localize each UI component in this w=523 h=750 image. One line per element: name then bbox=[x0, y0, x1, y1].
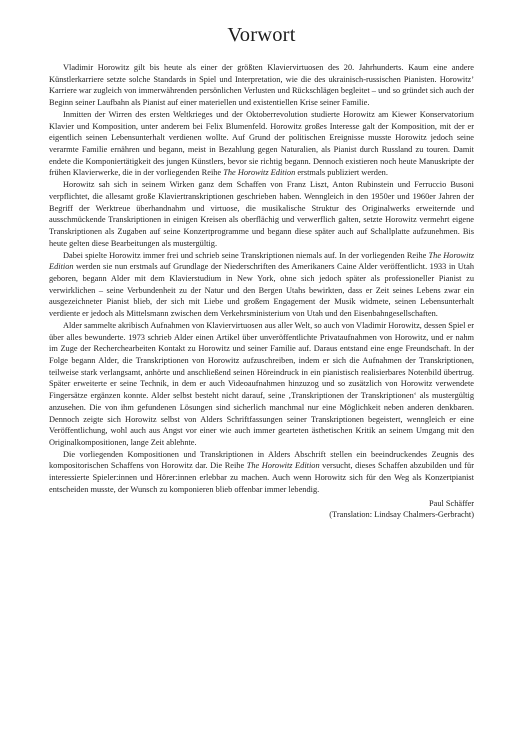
text-run: Die vorliegenden Kompositionen und Transkriptionen in Alders Abschrift stellen ein beeindruckendes Zeugnis des kompositorischen Schaffens von Horowitz dar. Die Reihe bbox=[49, 449, 474, 471]
text-run: werden sie nun erstmals auf Grundlage der Niederschriften des Amerikaners Caine Alder veröffentlicht. 1933 in Utah geboren, begann Alder mit dem Klavierstudium in New York, ohne sich jedoch später als professioneller Pianist zu verwirklichen – seine Verbundenheit zu der Natur und den Bergen Utahs bewirkten, dass er Zeit seines Lebens zwar ein ausgezeichneter Pianist blieb, der sich mit Liebe und großem Engagement der Musik widmete, seinen Lebensunterhalt verdiente er jedoch als Mittelsmann zwischen dem Verkehrsministerium von Utah und den Eisenbahngesellschaften. bbox=[49, 262, 474, 319]
paragraph bbox=[49, 320, 474, 449]
paragraph bbox=[49, 109, 474, 179]
paragraph bbox=[49, 250, 474, 320]
text-run: versucht, dieses Schaffen abzubilden und für interessierte Spieler:innen und Hörer:innen erlebbar zu machen. Auch wenn Horowitz sich für den Weg als Konzertpianist entscheiden musste, der Wunsch zu komponieren blieb offenbar immer lebendig. bbox=[49, 461, 474, 494]
series-title: The Horowitz Edition bbox=[223, 168, 296, 178]
text-run: Inmitten der Wirren des ersten Weltkrieges und der Oktoberrevolution studierte Horowitz am Kiewer Konservatorium Klavier und Komposition, unter anderem bei Felix Blumenfeld. Horowitz großes Interesse galt der Komposition, mit der er eigentlich seinen Lebensunterhalt verdienen wollte. Auf Grund der politischen Ereignisse musste Horowitz jedoch seine verarmte Familie ernähren und begann, meist in Bezahlung gegen Naturalien, als Pianist durch Russland zu touren. Damit endete die Komponiertätigkeit des jungen Künstlers, bevor sie richtig begann. Dennoch existieren noch heute Manuskripte der frühen Klavierwerke, die in der vorliegenden Reihe bbox=[49, 109, 474, 178]
text-run: Horowitz sah sich in seinem Wirken ganz dem Schaffen von Franz Liszt, Anton Rubinstein und Ferruccio Busoni verpflichtet, die allesamt große Klaviertranskriptionen geschrieben haben. Wenngleich in den 1950er und 1960er Jahren der Begriff der Werktreue überhandnahm und virtuose, die musikalische Struktur des Originalwerks erweiternde und ausschmückende Transkriptionen in einigen Kreisen als oberflächig und verwerflich galten, setzte Horowitz vermehrt eigene Transkriptionen als Zugaben auf seine Konzertprogramme und begann diese später auch auf Schallplatte aufzunehmen. Bis heute gelten diese Bearbeitungen als mustergültig. bbox=[49, 180, 474, 248]
paragraph bbox=[49, 449, 474, 496]
text-run: erstmals publiziert werden. bbox=[295, 168, 388, 178]
author-name: Paul Schäffer bbox=[428, 498, 474, 508]
text-run: Vladimir Horowitz gilt bis heute als einer der größten Klaviervirtuosen des 20. Jahrhunderts. Kaum eine andere Künstlerkarriere setzte solche Standards in Spiel und Interpretation, wie die des ukrainisch-russischen Pianisten. Horowitz’ Karriere war zugleich von immerwährenden persönlichen Verlusten und Rückschlägen begleitet – und so gründet sich auch der Beginn seiner Laufbahn als Pianist auf einer materiellen und existentiellen Krise seiner Familie. bbox=[49, 63, 474, 108]
page-title: Vorwort bbox=[227, 24, 296, 46]
text-run: Dabei spielte Horowitz immer frei und schrieb seine Transkriptionen niemals auf. In der vorliegenden Reihe bbox=[63, 250, 429, 260]
text-run: Alder sammelte akribisch Aufnahmen von Klaviervirtuosen aus aller Welt, so auch von Vladimir Horowitz, dessen Spiel er über alles bewunderte. 1973 schrieb Alder einen Artikel über unveröffentlichte Privataufnahmen von Horowitz, und er nahm im Zuge der Recherchearbeiten Kontakt zu Horowitz und seiner Familie auf. Daraus entstand eine enge Freundschaft. In der Folge begann Alder, die Transkriptionen von Horowitz aufzuschreiben, indem er sich die Aufnahmen der Transkriptionen, teilweise stark verlangsamt, anhörte und anschließend seinen Höreindruck in ein pianistisch realisierbares Notenbild übertrug. Später erweiterte er seine Technik, in dem er auch Videoaufnahmen hinzuzog und so zusätzlich von Horowitz verwendete Fingersätze ergänzen konnte. Alder selbst besteht nicht darauf, seine ‚Transkriptionen der Transkriptionen‘ als mustergültig anzusehen. Die von ihm gefundenen Lösungen sind sicherlich manchmal nur eine Möglichkeit neben anderen denkbaren. Dennoch zeigte sich Horowitz selbst von Alders Schriftfassungen seiner Transkriptionen begeistert, wenngleich er eine Veröffentlichung, wohl auch aus Angst vor einer wie auch immer gearteten ästhetischen Kritik an seinem Umgang mit den Originalkompositionen, lange Zeit ablehnte. bbox=[49, 320, 475, 447]
signature-block bbox=[49, 498, 474, 521]
paragraph bbox=[49, 179, 474, 249]
series-title: The Horowitz Edition bbox=[49, 250, 475, 272]
paragraph bbox=[49, 62, 474, 109]
translation-credit: (Translation: Lindsay Chalmers-Gerbracht) bbox=[329, 510, 474, 520]
document-body bbox=[49, 62, 474, 496]
series-title: The Horowitz Edition bbox=[246, 461, 320, 471]
